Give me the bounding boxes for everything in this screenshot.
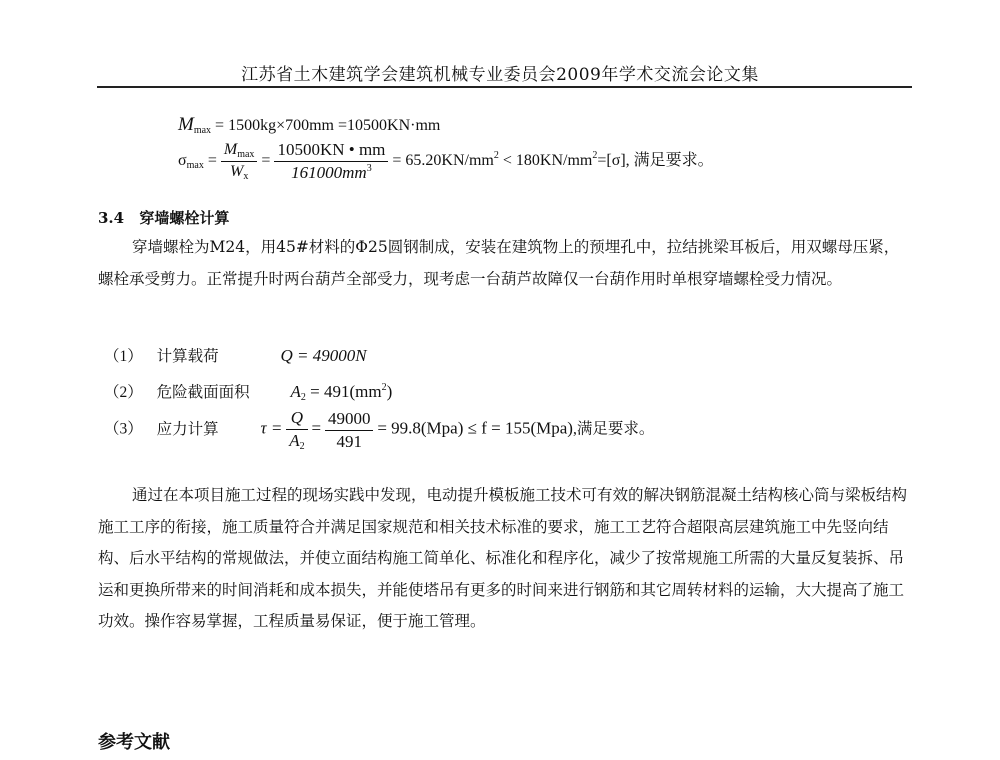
frac2-denominator: 161000mm bbox=[291, 163, 367, 182]
item-2-formula: = 491(mm bbox=[305, 382, 382, 401]
section-heading bbox=[98, 207, 229, 228]
item-3-frac1-denominator-sub: 2 bbox=[299, 441, 305, 452]
item-3-tau: τ = bbox=[260, 418, 283, 438]
frac1-numerator-sub: max bbox=[237, 149, 255, 160]
sigma-result: = 65.20KN/mm bbox=[392, 152, 494, 170]
sigma-result-sup: 2 bbox=[493, 150, 499, 162]
item-3-fraction-1 bbox=[286, 408, 307, 452]
item-1 bbox=[104, 344, 367, 366]
frac1-numerator: M bbox=[223, 141, 238, 158]
sigma-fraction-1 bbox=[221, 141, 258, 182]
item-3-frac1-numerator: Q bbox=[286, 408, 307, 430]
item-3-frac2-numerator: 49000 bbox=[325, 409, 374, 431]
item-2-label: 危险截面面积 bbox=[156, 384, 250, 401]
item-3-fraction-2 bbox=[325, 409, 374, 452]
mmax-symbol: M bbox=[178, 114, 194, 135]
sigma-equation bbox=[178, 140, 714, 183]
section-paragraph: 穿墙螺栓为M24，用45#材料的Φ25圆钢制成，安装在建筑物上的预埋孔中，拉结挑梁耳板后，用双螺母压紧，螺栓承受剪力。正常提升时两台葫芦全部受力，现考虑一台葫芦故障仅一台葫作用时单根穿墙螺栓受力情况。 bbox=[98, 238, 900, 288]
sigma-compare-sup: 2 bbox=[592, 150, 598, 162]
header-rule bbox=[97, 86, 912, 88]
item-1-label: 计算载荷 bbox=[156, 348, 219, 365]
item-3-frac1-denominator: A bbox=[289, 431, 300, 450]
item-3-result: = 99.8(Mpa) ≤ f = 155(Mpa) bbox=[377, 418, 573, 438]
frac1-denominator: W bbox=[229, 163, 244, 180]
sigma-subscript: max bbox=[186, 160, 204, 172]
sigma-symbol: σ bbox=[178, 152, 187, 170]
sigma-equals-2: = bbox=[261, 152, 271, 170]
item-1-formula: Q = 49000N bbox=[280, 346, 367, 365]
sigma-compare: < 180KN/mm bbox=[502, 152, 593, 170]
sigma-equals-1: = bbox=[207, 152, 217, 170]
item-3-number: （3） bbox=[104, 420, 143, 438]
frac1-denominator-sub: x bbox=[243, 171, 249, 182]
sigma-fraction-2 bbox=[274, 140, 388, 183]
conclusion-paragraph: 通过在本项目施工过程的现场实践中发现，电动提升模板施工技术可有效的解决钢筋混凝土结构核心筒与梁板结构施工工序的衔接，施工质量符合并满足国家规范和相关技术标准的要求，施工工艺符合超限高层建筑施工中先竖向结构、后水平结构的常规做法，并使立面结构施工简单化、标准化和程序化，减少了按常规施工所需的大量反复装拆、吊运和更换所带来的时间消耗和成本损失，并能使塔吊有更多的时间来进行钢筋和其它周转材料的运输，大大提高了施工功效。操作容易掌握，工程质量易保证，便于施工管理。 bbox=[98, 486, 908, 630]
item-3-label: 应力计算 bbox=[156, 420, 219, 438]
item-3-frac2-denominator: 491 bbox=[336, 431, 362, 451]
item-3-equals: = bbox=[311, 418, 322, 438]
item-2-superscript: 2 bbox=[381, 382, 387, 393]
references-heading: 参考文献 bbox=[98, 732, 170, 753]
item-2-subscript: 2 bbox=[300, 392, 306, 403]
mmax-subscript: max bbox=[193, 125, 212, 136]
item-2-symbol: A bbox=[290, 382, 301, 401]
running-header: 江苏省土木建筑学会建筑机械专业委员会2009年学术交流会论文集 bbox=[241, 65, 759, 85]
mmax-equation bbox=[178, 114, 440, 136]
item-2 bbox=[104, 380, 392, 403]
item-2-formula-end: ) bbox=[386, 382, 393, 401]
mmax-expression: = 1500kg×700mm =10500KN·mm bbox=[215, 117, 441, 134]
item-3-tail: ,满足要求。 bbox=[572, 420, 655, 438]
section-number: 3.4 bbox=[98, 209, 125, 227]
item-3 bbox=[104, 408, 654, 452]
frac2-denominator-sup: 3 bbox=[366, 163, 372, 174]
item-1-number: （1） bbox=[104, 348, 143, 365]
section-title: 穿墙螺栓计算 bbox=[139, 209, 230, 227]
sigma-tail: =[σ], 满足要求。 bbox=[597, 152, 714, 170]
item-2-number: （2） bbox=[104, 384, 143, 401]
frac2-numerator: 10500KN • mm bbox=[274, 140, 388, 162]
